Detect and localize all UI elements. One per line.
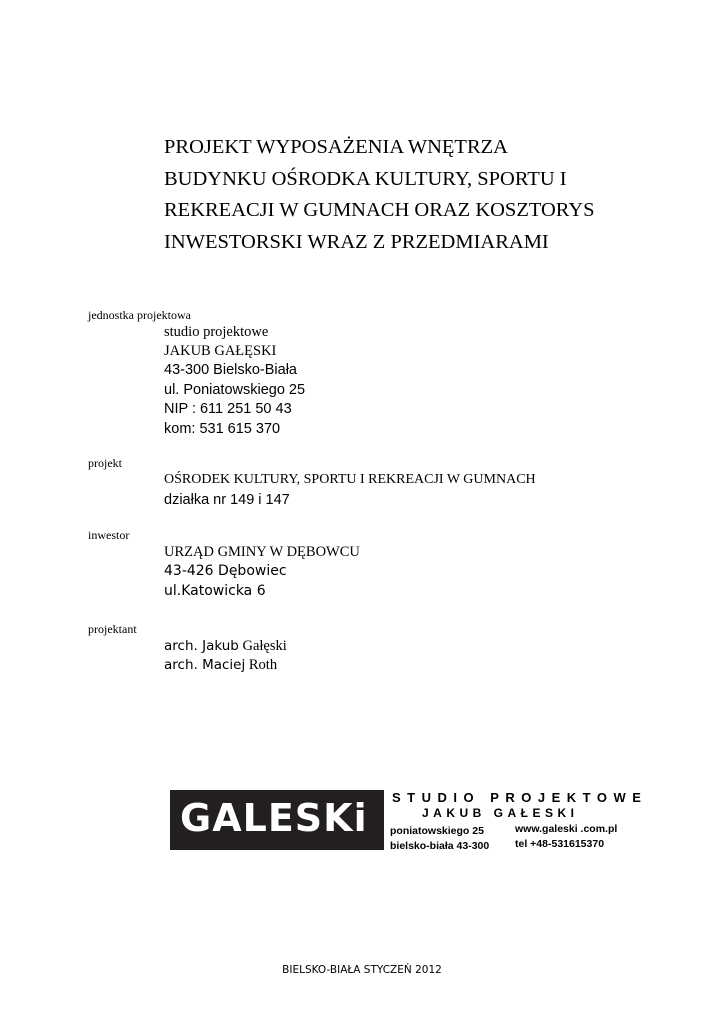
unit-label: jednostka projektowa	[88, 308, 191, 322]
logo-wordmark-box	[170, 790, 384, 850]
logo-wordmark: GALESKi	[180, 796, 368, 840]
project-line: działka nr 149 i 147	[164, 492, 290, 508]
project-line: OŚRODEK KULTURY, SPORTU I REKREACJI W GUMNACH	[164, 472, 536, 487]
unit-line: 43-300 Bielsko-Biała	[164, 362, 297, 378]
investor-label: inwestor	[88, 528, 130, 542]
document-title	[164, 132, 644, 258]
logo-city: bielsko-biała 43-300	[390, 840, 490, 852]
investor-line: URZĄD GMINY W DĘBOWCU	[164, 544, 360, 560]
investor-line: 43-426 Dębowiec	[164, 563, 287, 579]
designer-line	[164, 657, 277, 674]
designer-title: arch. Maciej	[164, 657, 246, 673]
logo-web: www.galeski .com.pl	[515, 823, 618, 835]
unit-line: studio projektowe	[164, 324, 269, 340]
title-line: REKREACJI W GUMNACH ORAZ KOSZTORYS	[164, 199, 595, 222]
unit-line: ul. Poniatowskiego 25	[164, 382, 306, 398]
title-line: INWESTORSKI WRAZ Z PRZEDMIARAMI	[164, 230, 549, 253]
unit-line: JAKUB GAŁĘSKI	[164, 343, 277, 359]
project-label: projekt	[88, 456, 122, 470]
unit-line: NIP : 611 251 50 43	[164, 401, 292, 417]
logo-phone: tel +48-531615370	[515, 838, 605, 850]
footer-place-date: BIELSKO-BIAŁA STYCZEŃ 2012	[282, 964, 442, 976]
designer-title: arch. Jakub	[164, 638, 239, 654]
studio-logo	[170, 790, 648, 852]
logo-studio-text: STUDIO PROJEKTOWE	[392, 790, 648, 805]
logo-name-text: JAKUB GAŁESKI	[422, 806, 579, 820]
designer-line	[164, 638, 287, 655]
title-line: PROJEKT WYPOSAŻENIA WNĘTRZA	[164, 136, 508, 158]
title-line: BUDYNKU OŚRODKA KULTURY, SPORTU I	[164, 167, 567, 190]
logo-street: poniatowskiego 25	[390, 825, 484, 837]
designer-label: projektant	[88, 622, 137, 636]
designer-surname: Gałęski	[242, 638, 287, 654]
unit-line: kom: 531 615 370	[164, 421, 281, 437]
designer-surname: Roth	[248, 657, 278, 673]
investor-line: ul.Katowicka 6	[164, 583, 266, 599]
